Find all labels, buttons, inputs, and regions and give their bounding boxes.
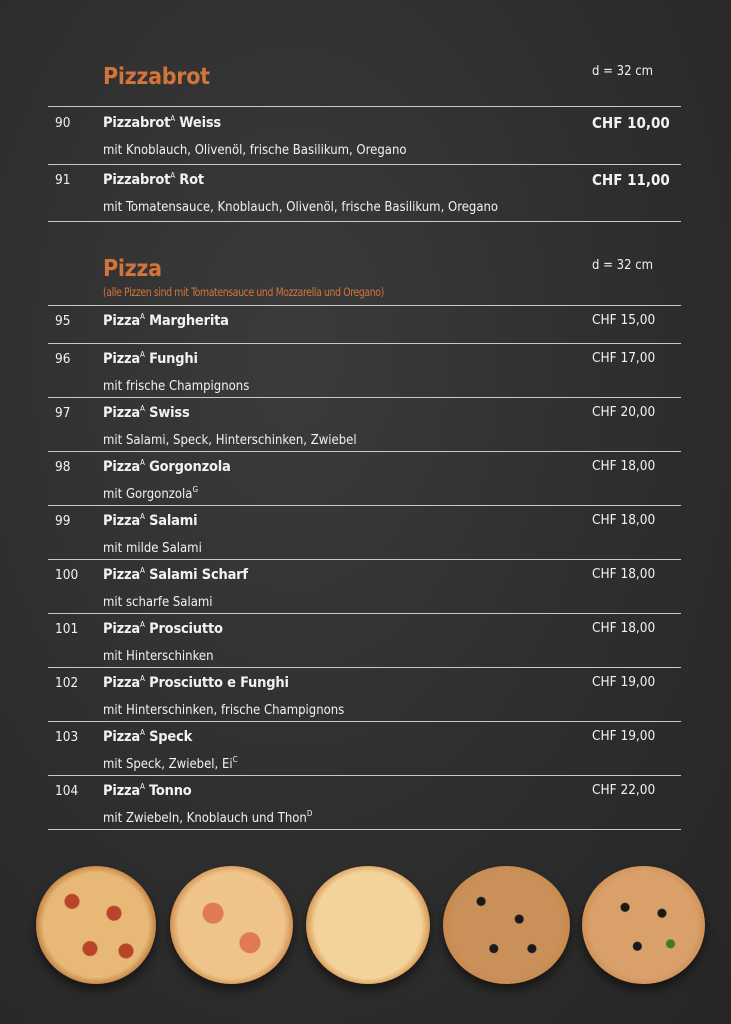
allergen-sup: A [140,728,145,737]
item-description [103,755,238,772]
item-name-base: Pizza [103,513,141,529]
item-name-base: Pizzabrot [103,172,171,188]
item-name-base: Pizza [103,405,141,421]
item-description [103,647,214,664]
allergen-sup: A [140,404,145,413]
allergen-sup: A [140,512,145,521]
description-text: mit Gorgonzola [103,487,193,502]
description-text: mit Salami, Speck, Hinterschinken, Zwiebel [103,433,357,448]
item-name [103,114,221,131]
item-price: CHF 18,00 [592,458,656,474]
item-name [103,350,198,367]
menu-item [48,107,681,164]
item-name-variant: Weiss [174,115,221,131]
item-name [103,728,192,745]
description-text: mit Hinterschinken [103,649,214,664]
item-name [103,782,192,799]
allergen-sup: A [170,114,175,123]
item-price: CHF 20,00 [592,404,656,420]
item-name-base: Pizza [103,783,141,799]
menu-item [48,559,681,613]
item-number: 103 [55,729,79,745]
item-price: CHF 19,00 [592,728,656,744]
item-price: CHF 10,00 [592,114,670,132]
allergen-sup: A [140,312,145,321]
item-description [103,485,198,502]
item-number: 96 [55,351,71,367]
item-price: CHF 19,00 [592,674,656,690]
divider [48,221,681,222]
item-price: CHF 18,00 [592,512,656,528]
allergen-sup: A [140,350,145,359]
item-description [103,539,202,556]
item-price: CHF 22,00 [592,782,656,798]
item-number: 102 [55,675,79,691]
item-name-variant: Speck [144,729,193,745]
item-number: 98 [55,459,71,475]
menu-item [48,667,681,721]
allergen-sup: G [192,485,199,494]
size-label: d = 32 cm [592,64,654,79]
item-number: 91 [55,172,71,188]
menu-item [48,775,681,829]
description-text: mit scharfe Salami [103,595,213,610]
allergen-sup: A [140,782,145,791]
description-text: mit Tomatensauce, Knoblauch, Olivenöl, frische Basilikum, Oregano [103,200,499,215]
item-description [103,141,407,158]
menu-item [48,613,681,667]
allergen-sup: A [140,620,145,629]
item-name-variant: Rot [174,172,204,188]
item-name [103,171,204,188]
item-number: 101 [55,621,79,637]
item-name [103,566,248,583]
item-name [103,312,229,329]
item-name-base: Pizza [103,567,141,583]
allergen-sup: A [140,674,145,683]
menu-item [48,451,681,505]
item-price: CHF 17,00 [592,350,656,366]
item-name-variant: Swiss [144,405,190,421]
item-number: 95 [55,313,71,329]
pizza-image-cheese [306,866,430,984]
item-description [103,377,249,394]
item-price: CHF 11,00 [592,171,670,189]
item-name-variant: Salami [144,513,198,529]
section-subtitle: (alle Pizzen sind mit Tomatensauce und Mozzarella und Oregano) [103,285,384,299]
allergen-sup: A [170,171,175,180]
description-text: mit Zwiebeln, Knoblauch und Thon [103,811,307,826]
item-description [103,431,357,448]
item-name-base: Pizza [103,729,141,745]
pizza-image-olive-onion [443,866,570,984]
item-number: 99 [55,513,71,529]
item-description [103,701,344,718]
allergen-sup: C [232,755,238,764]
item-name-base: Pizzabrot [103,115,171,131]
description-text: mit Knoblauch, Olivenöl, frische Basilikum, Oregano [103,143,407,158]
section-title-pizza: Pizza [103,256,162,282]
item-name [103,404,190,421]
description-text: mit milde Salami [103,541,202,556]
allergen-sup: A [140,566,145,575]
menu-item [48,721,681,775]
size-label: d = 32 cm [592,258,654,273]
menu-item [48,164,681,221]
menu-item [48,397,681,451]
allergen-sup: A [140,458,145,467]
item-price: CHF 15,00 [592,312,656,328]
item-number: 104 [55,783,79,799]
item-price: CHF 18,00 [592,566,656,582]
item-name [103,512,197,529]
item-description [103,198,498,215]
description-text: mit Hinterschinken, frische Champignons [103,703,345,718]
menu-item [48,305,681,343]
description-text: mit Speck, Zwiebel, Ei [103,757,233,772]
description-text: mit frische Champignons [103,379,250,394]
item-name-base: Pizza [103,351,141,367]
item-description [103,593,213,610]
pizza-image-vegetable [582,866,705,984]
pizza-image-tomato [170,866,293,984]
item-name-variant: Funghi [144,351,198,367]
item-name-base: Pizza [103,675,141,691]
item-number: 90 [55,115,71,131]
item-name-variant: Prosciutto [144,621,223,637]
item-number: 97 [55,405,71,421]
item-name-variant: Prosciutto e Funghi [144,675,289,691]
item-name-variant: Tonno [144,783,192,799]
item-name-base: Pizza [103,459,141,475]
menu-item [48,343,681,397]
item-name-variant: Margherita [144,313,229,329]
section-title-pizzabrot: Pizzabrot [103,64,210,90]
item-number: 100 [55,567,79,583]
item-name [103,620,223,637]
item-description [103,809,312,826]
item-name-variant: Salami Scharf [144,567,248,583]
item-name [103,458,231,475]
item-name [103,674,289,691]
divider [48,829,681,830]
item-name-base: Pizza [103,313,141,329]
item-price: CHF 18,00 [592,620,656,636]
menu-item [48,505,681,559]
allergen-sup: D [306,809,313,818]
item-name-base: Pizza [103,621,141,637]
item-name-variant: Gorgonzola [144,459,231,475]
pizza-image-pepperoni [36,866,156,984]
